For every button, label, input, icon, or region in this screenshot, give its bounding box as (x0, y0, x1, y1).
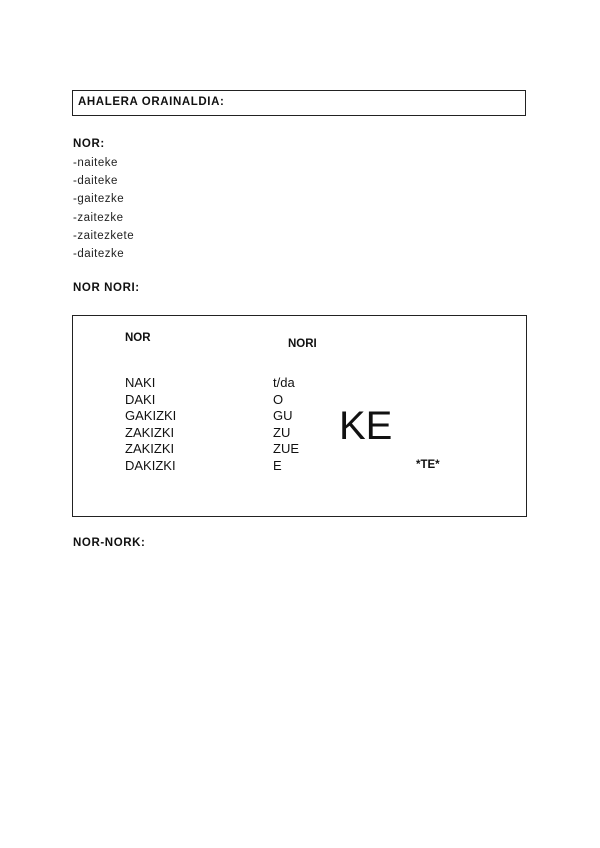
table-cell: ZAKIZKI (125, 424, 175, 440)
nor-column-header: NOR (125, 332, 151, 344)
table-cell: t/da (273, 375, 295, 390)
nor-nork-heading: NOR-NORK: (73, 537, 146, 549)
table-cell: DAKI (125, 391, 156, 407)
table-cell: GAKIZKI (125, 408, 177, 424)
table-cell: ZAKIZKI (125, 441, 175, 457)
te-note: *TE* (416, 459, 440, 471)
table-cell: NAKI (125, 375, 156, 390)
table-cell: ZU (273, 424, 291, 440)
ke-suffix: KE (339, 404, 393, 448)
nor-nori-table (72, 315, 527, 517)
list-item: -zaitezkete (73, 229, 135, 242)
nor-list (73, 154, 134, 263)
nori-column (273, 375, 299, 475)
nor-heading: NOR: (73, 138, 105, 150)
list-item: -daiteke (73, 175, 118, 188)
nori-column-header: NORI (288, 338, 317, 350)
section-title-box (72, 90, 526, 116)
table-cell: DAKIZKI (125, 457, 176, 473)
table-cell: E (273, 457, 282, 473)
nor-nori-heading: NOR NORI: (73, 282, 140, 294)
nor-column (125, 375, 176, 475)
list-item: -gaitezke (73, 193, 125, 206)
list-item: -zaitezke (73, 211, 124, 224)
page-title: AHALERA ORAINALDIA: (78, 96, 225, 108)
table-cell: O (273, 391, 284, 407)
list-item: -naiteke (73, 157, 118, 169)
list-item: -daitezke (73, 248, 125, 261)
table-cell: ZUE (273, 441, 299, 457)
table-cell: GU (273, 408, 293, 424)
